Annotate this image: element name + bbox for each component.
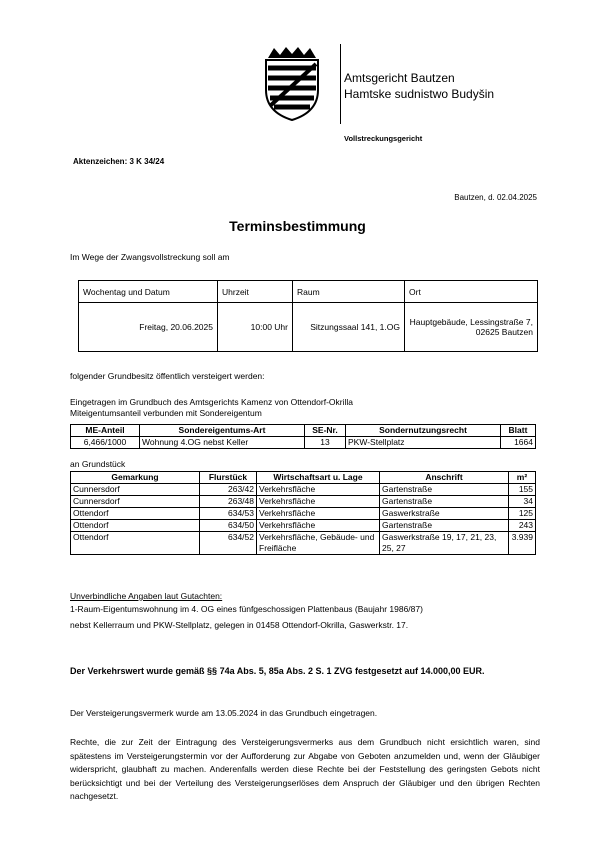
- place-date: Bautzen, d. 02.04.2025: [454, 193, 537, 202]
- flur-gemarkung: Cunnersdorf: [71, 496, 200, 508]
- table-row: [71, 484, 536, 496]
- flur-flaeche: 125: [509, 508, 536, 520]
- eigentum-senr: 13: [305, 437, 346, 449]
- flur-flaeche: 243: [509, 520, 536, 532]
- flur-flaeche: 155: [509, 484, 536, 496]
- flurstueck-table: [70, 471, 536, 555]
- table-row: [71, 508, 536, 520]
- table-row: [71, 532, 536, 555]
- flur-gemarkung: Ottendorf: [71, 508, 200, 520]
- aktenzeichen: [73, 157, 164, 166]
- termin-time: 10:00 Uhr: [218, 303, 293, 352]
- verkehrswert-text: Der Verkehrswert wurde gemäß §§ 74a Abs. 5, 85a Abs. 2 S. 1 ZVG festgesetzt auf 14.000,00 EUR.: [70, 666, 485, 676]
- termin-header-time: Uhrzeit: [218, 281, 293, 303]
- eigentum-header-blatt: Blatt: [501, 425, 536, 437]
- grundbuch-line-1: Eingetragen im Grundbuch des Amtsgerichts Kamenz von Ottendorf-Okrilla: [70, 397, 353, 407]
- termin-header-place: Ort: [405, 281, 538, 303]
- court-name-sorbian: Hamtske sudnistwo Budyšin: [344, 87, 495, 101]
- flur-nummer: 634/50: [200, 520, 257, 532]
- vermerk-text: Der Versteigerungsvermerk wurde am 13.05.2024 in das Grundbuch eingetragen.: [70, 708, 378, 718]
- flur-nummer: 263/42: [200, 484, 257, 496]
- flur-wirtschaftsart: Verkehrsfläche: [257, 508, 380, 520]
- aktenzeichen-label: Aktenzeichen:: [73, 157, 128, 166]
- flur-wirtschaftsart: Verkehrsfläche: [257, 496, 380, 508]
- header-divider: [340, 44, 341, 124]
- following-text: folgender Grundbesitz öffentlich versteigert werden:: [70, 371, 265, 381]
- flur-wirtschaftsart: Verkehrsfläche: [257, 520, 380, 532]
- flur-flaeche: 34: [509, 496, 536, 508]
- flur-flaeche: 3.939: [509, 532, 536, 555]
- intro-text: Im Wege der Zwangsvollstreckung soll am: [70, 252, 230, 262]
- eigentum-recht: PKW-Stellplatz: [346, 437, 501, 449]
- court-name-german: Amtsgericht Bautzen: [344, 71, 455, 85]
- flur-header-wirtschaftsart: Wirtschaftsart u. Lage: [257, 472, 380, 484]
- flur-header-m2: m²: [509, 472, 536, 484]
- termin-date: Freitag, 20.06.2025: [79, 303, 218, 352]
- flur-nummer: 634/52: [200, 532, 257, 555]
- gutachten-heading: Unverbindliche Angaben laut Gutachten:: [70, 591, 223, 601]
- table-row: [71, 520, 536, 532]
- eigentum-header-senr: SE-Nr.: [305, 425, 346, 437]
- flur-header-gemarkung: Gemarkung: [71, 472, 200, 484]
- flur-header-flurstueck: Flurstück: [200, 472, 257, 484]
- flur-wirtschaftsart: Verkehrsfläche: [257, 484, 380, 496]
- termin-header-date: Wochentag und Datum: [79, 281, 218, 303]
- eigentum-anteil: 6,466/1000: [71, 437, 140, 449]
- eigentum-header-art: Sondereigentums-Art: [140, 425, 305, 437]
- document-title: Terminsbestimmung: [229, 218, 366, 234]
- gutachten-line-2: nebst Kellerraum und PKW-Stellplatz, gelegen in 01458 Ottendorf-Okrilla, Gaswerkstr. 17.: [70, 620, 409, 630]
- termin-place: Hauptgebäude, Lessingstraße 7, 02625 Bautzen: [405, 303, 538, 352]
- flur-anschrift: Gaswerkstraße 19, 17, 21, 23, 25, 27: [380, 532, 509, 555]
- table-row: [71, 496, 536, 508]
- flur-anschrift: Gartenstraße: [380, 520, 509, 532]
- flur-anschrift: Gaswerkstraße: [380, 508, 509, 520]
- flur-nummer: 263/48: [200, 496, 257, 508]
- rechte-text: Rechte, die zur Zeit der Eintragung des Versteigerungsvermerks aus dem Grundbuch nicht ersichtlich waren, sind spätestens im Versteigerungstermin vor der Aufforderung zur Abgabe von Geboten anzumelden und, wenn der Gläubiger widerspricht, glaubhaft zu machen. Anderenfalls werden diese Rechte bei der Feststellung des geringsten Gebots nicht berücksichtigt und bei der Verteilung des Versteigerungserlöses dem Anspruch der Gläubiger und den übrigen Rechten nachgesetzt.: [70, 737, 540, 801]
- flur-gemarkung: Ottendorf: [71, 520, 200, 532]
- flur-anschrift: Gartenstraße: [380, 484, 509, 496]
- eigentum-header-anteil: ME-Anteil: [71, 425, 140, 437]
- eigentum-header-recht: Sondernutzungsrecht: [346, 425, 501, 437]
- coat-of-arms-icon: [262, 46, 322, 122]
- termin-table: [78, 280, 538, 352]
- aktenzeichen-value: 3 K 34/24: [129, 157, 165, 166]
- flur-header-anschrift: Anschrift: [380, 472, 509, 484]
- flur-anschrift: Gartenstraße: [380, 496, 509, 508]
- flur-wirtschaftsart: Verkehrsfläche, Gebäude- und Freifläche: [257, 532, 380, 555]
- an-grundstueck-label: an Grundstück: [70, 459, 126, 469]
- flur-gemarkung: Cunnersdorf: [71, 484, 200, 496]
- gutachten-line-1: 1-Raum-Eigentumswohnung im 4. OG eines fünfgeschossigen Plattenbaus (Baujahr 1986/87): [70, 604, 423, 614]
- termin-header-room: Raum: [293, 281, 405, 303]
- eigentum-art: Wohnung 4.OG nebst Keller: [140, 437, 305, 449]
- flur-gemarkung: Ottendorf: [71, 532, 200, 555]
- eigentum-table: [70, 424, 536, 449]
- court-department: Vollstreckungsgericht: [344, 134, 423, 143]
- grundbuch-line-2: Miteigentumsanteil verbunden mit Sondereigentum: [70, 408, 262, 418]
- termin-room: Sitzungssaal 141, 1.OG: [293, 303, 405, 352]
- eigentum-blatt: 1664: [501, 437, 536, 449]
- flur-nummer: 634/53: [200, 508, 257, 520]
